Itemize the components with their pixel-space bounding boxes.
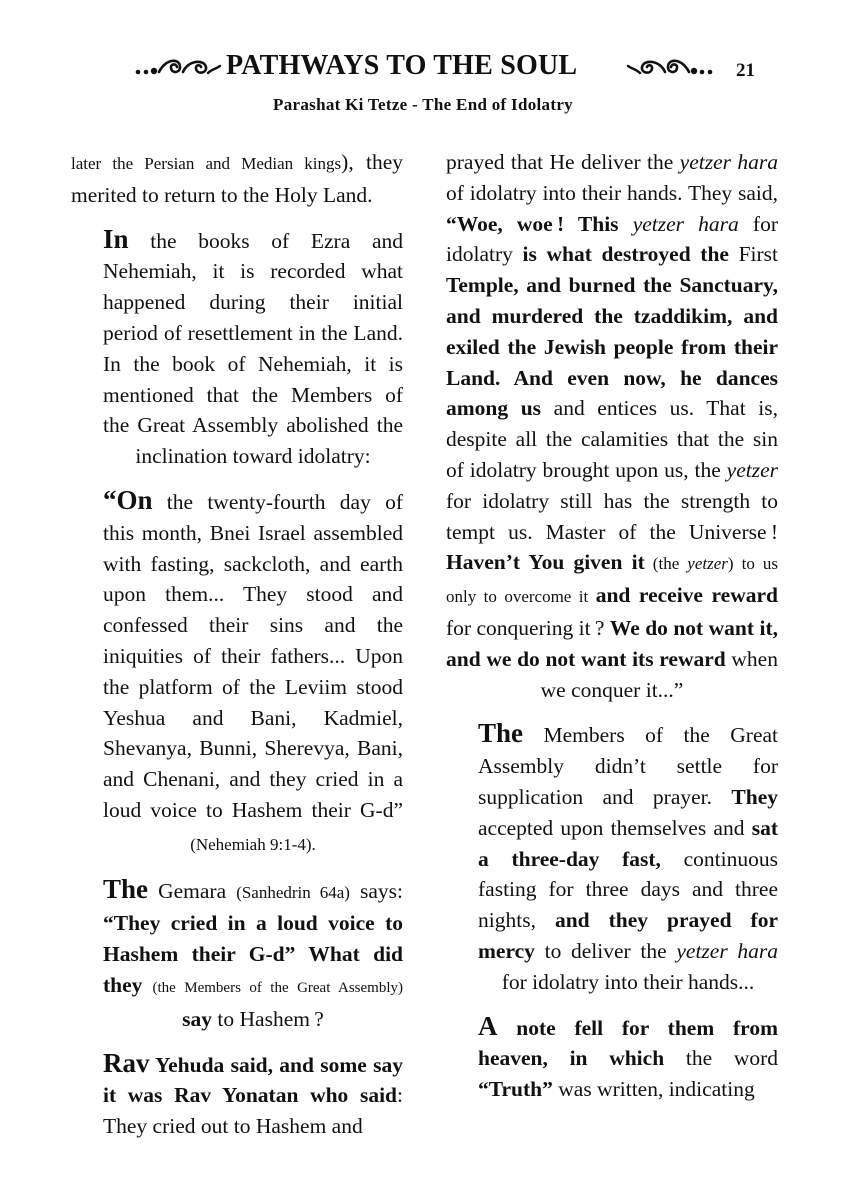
span-text: for idolatry — [446, 211, 778, 267]
lead-word: In — [103, 223, 129, 254]
span-text: and entices us. That is, despite all the calamities that the sin of idolatry brought upon us, the — [446, 396, 778, 482]
span-bold: and they prayed for mercy — [478, 908, 778, 963]
paragraph-note-from-heaven — [446, 1011, 778, 1105]
span-bold: We do not want it, and we do not want its reward — [446, 615, 778, 671]
span-text: for conquering it ? — [446, 615, 610, 640]
ornament-left-icon — [134, 56, 222, 78]
span-bold: They — [731, 784, 778, 809]
span-small: (the — [644, 554, 688, 574]
paragraph-gemara — [71, 874, 403, 1035]
span-small: (the Members of the Great Assembly) — [152, 979, 403, 996]
span-italic: yetzer hara — [632, 211, 739, 236]
span-bold: and receive reward — [595, 583, 779, 608]
span-text: for idolatry into their hands... — [501, 969, 755, 994]
span-small: later the Persian and Median kings — [71, 154, 342, 173]
span-text — [619, 212, 633, 236]
span-bold: Yehuda said, and some say it was Rav Yonatan who said — [103, 1052, 403, 1108]
paragraph-ezra-nehemiah — [71, 224, 403, 472]
span-bold: “Woe, woe ! This — [446, 211, 619, 236]
span-bold: Haven’t You given it — [446, 550, 645, 575]
span-text: prayed that He deliver the — [446, 150, 680, 174]
paragraph-great-assembly — [446, 718, 778, 997]
span-text: Members of the Great Assembly didn’t settle for supplication and prayer. — [478, 723, 778, 809]
paragraph-continuation — [71, 147, 403, 211]
lead-word: The — [478, 718, 524, 749]
span-text: to deliver the — [534, 938, 677, 963]
span-bold: “Truth” — [478, 1077, 553, 1102]
paragraph-rav-yehuda — [71, 1048, 403, 1142]
span-italic: yetzer — [687, 554, 728, 574]
reference-citation: (Sanhedrin 64a) — [236, 882, 350, 902]
span-text — [142, 973, 152, 997]
lead-word: A — [478, 1010, 498, 1041]
span-text: Gemara — [148, 878, 237, 903]
span-small: ) to us only to overcome it — [446, 554, 779, 607]
reference-citation: (Nehemiah 9:1-4). — [190, 834, 316, 854]
paragraph-nehemiah-quote — [71, 485, 403, 861]
left-column — [71, 147, 403, 1142]
span-bold: sat a three-day fast, — [478, 815, 778, 871]
span-bold: Temple, and burned the Sanctuary, and murdered the tzaddikim, and exiled the Jewish people from their Land. And even now, he dances among us — [446, 273, 778, 421]
span-bold: “They cried in a loud voice to Hashem their G-d” What did they — [103, 911, 403, 997]
span-text: says: — [349, 878, 403, 903]
span-italic: yetzer — [726, 457, 778, 482]
lead-word: “On — [103, 484, 153, 515]
span-text: for idolatry still has the strength to tempt us. Master of the Universe ! — [446, 488, 778, 544]
span-text: to Hashem ? — [212, 1006, 324, 1031]
span-text: continuous fasting for three days and three nights, — [478, 846, 778, 933]
running-title: PATHWAYS TO THE SOUL — [226, 50, 578, 81]
lead-word: Rav — [103, 1047, 150, 1078]
page-number: 21 — [736, 60, 755, 81]
span-text: was written, indicating — [552, 1077, 755, 1102]
span-text: the books of Ezra and Nehemiah, it is recorded what happened during their initial period of resettlement in the Land. In the book of Nehemiah, it is mentioned that the Members of the Great Assembly abolished the inclination toward idolatry: — [103, 228, 403, 469]
right-column — [446, 147, 778, 1105]
span-text: the twenty-fourth day of this month, Bnei Israel assembled with fasting, sackcloth, and earth upon them... They stood and confessed their sins and the iniquities of their fathers... Upon the platform of the Leviim stood Yeshua and Bani, Kadmiel, Shevanya, Bunni, Sherevya, Bani, and Chenani, and they cried in a loud voice to Hashem their G-d” — [103, 489, 403, 822]
chapter-subtitle: Parashat Ki Tetze - The End of Idolatry — [273, 95, 573, 114]
span-text: accepted upon themselves and — [478, 815, 752, 840]
span-bold: is what destroyed the — [522, 242, 729, 267]
span-text: when we conquer it...” — [540, 646, 778, 702]
span-text: the word — [664, 1046, 778, 1071]
span-bold: note fell for them from heaven, in which — [478, 1015, 778, 1071]
span-text: : They cried out to Hashem and — [103, 1083, 403, 1139]
span-text: of idolatry into their hands. They said, — [446, 180, 778, 205]
span-italic: yetzer hara — [676, 938, 779, 963]
ornament-right-icon — [626, 56, 714, 78]
span-text: First — [728, 242, 779, 267]
span-text: ), they merited to return to the Holy Land. — [71, 150, 403, 207]
span-bold: say — [182, 1006, 213, 1031]
running-header — [0, 48, 846, 88]
span-italic: yetzer hara — [679, 150, 779, 174]
lead-word: The — [103, 873, 149, 904]
paragraph-prayer — [446, 147, 778, 705]
